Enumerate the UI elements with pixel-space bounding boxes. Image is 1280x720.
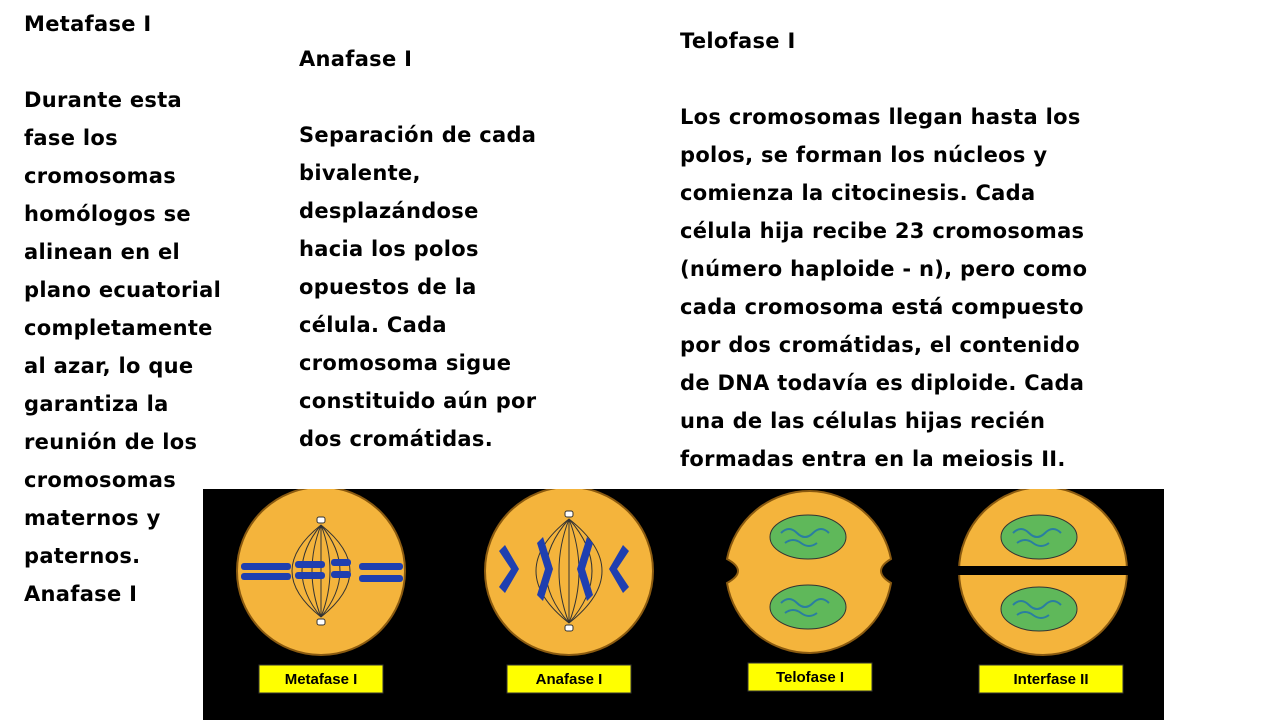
interfase-label: Interfase II bbox=[1013, 671, 1089, 688]
anafase-heading: Anafase I bbox=[299, 47, 413, 71]
telofase-heading: Telofase I bbox=[680, 29, 796, 53]
metafase-label: Metafase I bbox=[284, 671, 358, 688]
anafase-description: Separación de cada bivalente, desplazándose hacia los polos opuestos de la célula. Cada cromosoma sigue constituido aún por dos cromátidas. bbox=[299, 123, 537, 451]
telofase-description: Los cromosomas llegan hasta los polos, se forman los núcleos y comienza la citocinesis. Cada célula hija recibe 23 cromosomas (número haploide - n), pero como cada cromosoma está compuesto por dos cromátidas, el contenido de DNA todavía es diploide. Cada una de las células hijas recién formadas entra en la meiosis II. bbox=[680, 105, 1088, 471]
meiosis-diagram-svg bbox=[203, 489, 1164, 720]
anafase-label: Anafase I bbox=[535, 671, 603, 688]
meiosis-diagram bbox=[203, 489, 1164, 720]
metafase-heading: Metafase I bbox=[24, 12, 152, 36]
metafase-description: Durante esta fase los cromosomas homólogos se alinean en el plano ecuatorial completamente al azar, lo que garantiza la reunión de los cromosomas maternos y paternos. Anafase I bbox=[24, 88, 222, 606]
anafase-column bbox=[299, 40, 579, 458]
telofase-column bbox=[680, 22, 1160, 478]
interfase-division-line bbox=[953, 566, 1133, 575]
telofase-label: Telofase I bbox=[775, 669, 845, 686]
